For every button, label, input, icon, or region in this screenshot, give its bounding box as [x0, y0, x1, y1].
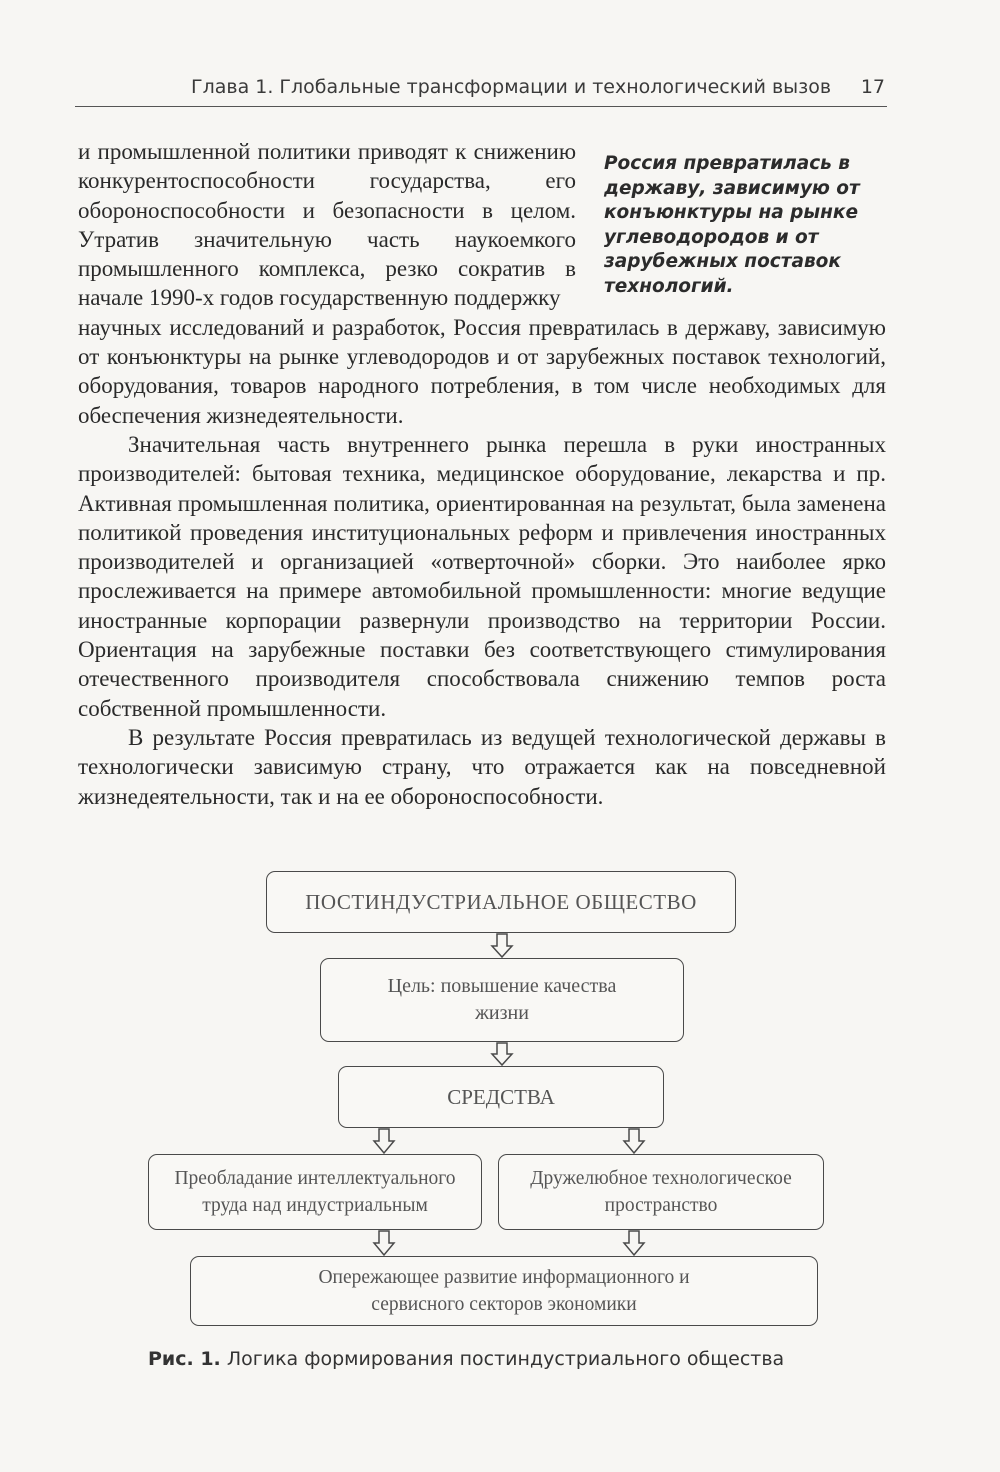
arrow-down-icon: [492, 934, 512, 957]
arrow-down-icon: [374, 1129, 394, 1153]
arrow-down-icon: [624, 1129, 644, 1153]
diagram-box-info-service: Опережающее развитие информационного и сервисного секторов экономики: [190, 1256, 818, 1326]
figure-caption: [148, 1348, 784, 1370]
diagram-box-means: СРЕДСТВА: [338, 1066, 664, 1128]
arrow-down-icon: [492, 1043, 512, 1065]
page-number: 17: [860, 76, 885, 98]
arrow-down-icon: [374, 1231, 394, 1255]
paragraph-3: В результате Россия превратилась из ведущей технологической державы в технологически зависимую страну, что отражается как на повседневной жизнедеятельности, так и на ее обороноспособности.: [78, 724, 886, 809]
paragraph-1-wrapped: и промышленной политики приводят к снижению конкурентоспособности государства, его обороноспособности и безопасности в целом. Утратив значительную часть наукоемкого промышленного комплекса, резко сократив в начале 1990-х годов государственную поддержку: [78, 139, 576, 311]
diagram-box-postindustrial: ПОСТИНДУСТРИАЛЬНОЕ ОБЩЕСТВО: [266, 871, 736, 933]
diagram-box-goal: Цель: повышение качества жизни: [320, 958, 684, 1042]
diagram-box-intellectual-labor: Преобладание интеллектуального труда над индустриальным: [148, 1154, 482, 1230]
diagram-box-tech-space: Дружелюбное технологическое пространство: [498, 1154, 824, 1230]
figure-caption-text: Логика формирования постиндустриального общества: [226, 1348, 785, 1370]
arrow-down-icon: [624, 1231, 644, 1255]
paragraph-2: Значительная часть внутреннего рынка перешла в руки иностранных производителей: бытовая техника, медицинское оборудование, лекарства и пр. Активная промышленная политика, ориентированная на результат, была заменена политикой проведения институциональных реформ и привлечения иностранных производителей и организацией «отверточной» сборки. Это наиболее ярко прослеживается на примере автомобильной промышленности: многие ведущие иностранные корпорации развернули производство на территории России. Ориентация на зарубежные поставки без соответствующего стимулирования отечественного производителя способствовала снижению темпов роста собственной промышленности.: [78, 431, 886, 721]
margin-note: Россия превратилась в державу, зависимую от конъюнктуры на рынке углеводородов и от зарубежных поставок технологий.: [604, 153, 860, 297]
figure-label: Рис. 1.: [148, 1348, 221, 1370]
paragraph-1-continued: научных исследований и разработок, Россия превратилась в державу, зависимую от конъюнктуры на рынке углеводородов и от зарубежных поставок технологий, оборудования, товаров народного потребления, в том числе необходимых для обеспечения жизнедеятельности.: [78, 314, 886, 428]
chapter-title: Глава 1. Глобальные трансформации и технологический вызов: [191, 76, 832, 98]
